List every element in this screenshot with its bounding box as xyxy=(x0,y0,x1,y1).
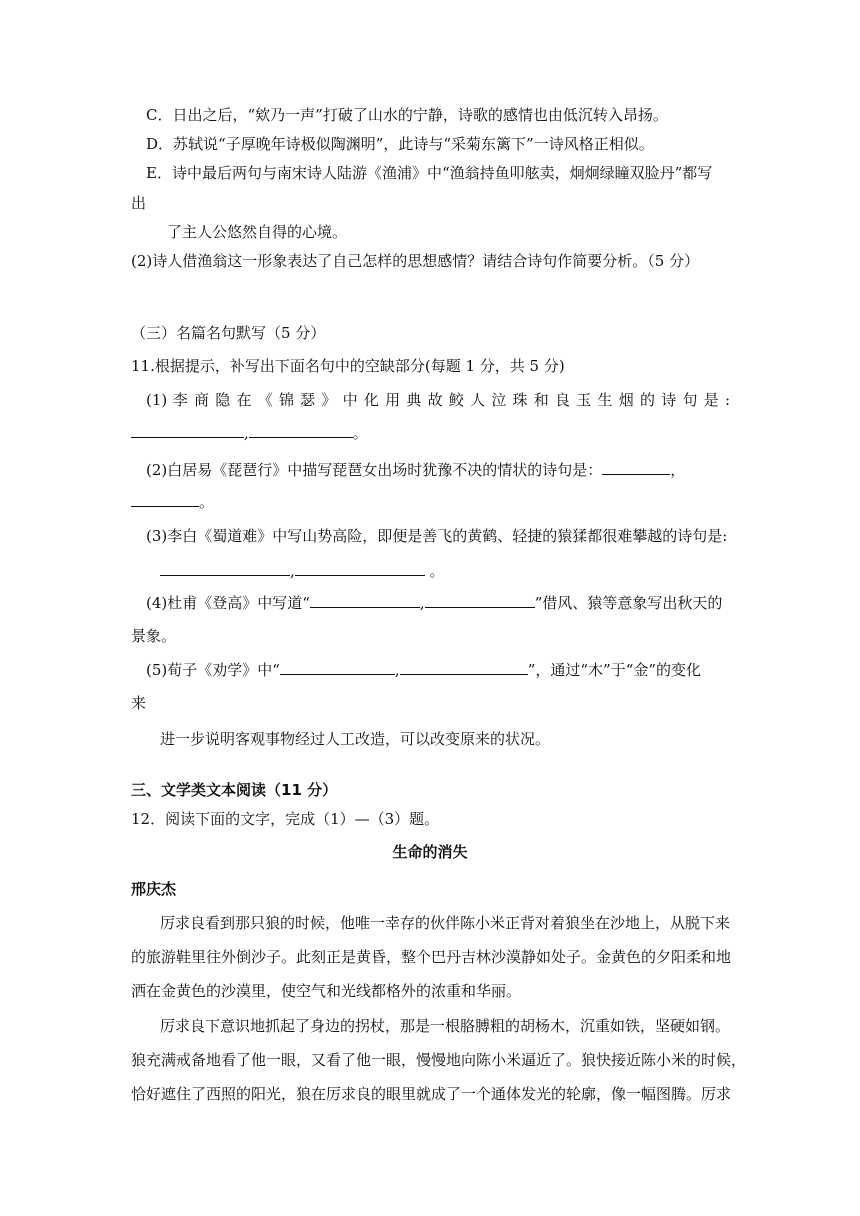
story-p2-line3: 恰好遮住了西照的阳光，狼在厉求良的眼里就成了一个通体发光的轮廓，像一幅图腾。厉求 xyxy=(131,1085,732,1103)
question-11-item-5-line3: 进一步说明客观事物经过人工改造，可以改变原来的状况。 xyxy=(160,730,551,748)
answer-blank[interactable] xyxy=(249,423,353,438)
question-11-item-3-blanks: , 。 xyxy=(160,561,445,581)
question-11-item-3: (3)李白《蜀道难》中写山势高险，即便是善飞的黄鹤、轻捷的猿猱都很难攀越的诗句是: xyxy=(146,527,728,545)
question-11-item-4: (4)杜甫《登高》中写道“ , ”借风、猿等意象写出秋天的 xyxy=(146,594,723,612)
option-e-line2: 出 xyxy=(131,194,147,212)
question-10-2: (2)诗人借渔翁这一形象表达了自己怎样的思想感情？请结合诗句作简要分析。（5 分） xyxy=(131,252,700,270)
answer-blank[interactable] xyxy=(160,561,290,576)
option-c: C．日出之后，“欸乃一声”打破了山水的宁静，诗歌的感情也由低沉转入昂扬。 xyxy=(146,106,668,124)
question-11-item-1: (1) 李 商 隐 在 《 锦 瑟 》 中 化 用 典 故 鲛 人 泣 珠 和 良 玉 生 烟 的 诗 句 是 : xyxy=(146,391,730,409)
answer-blank[interactable] xyxy=(131,423,244,438)
story-author: 邢庆杰 xyxy=(131,880,177,898)
story-p1-line3: 洒在金黄色的沙漠里，使空气和光线都格外的浓重和华丽。 xyxy=(131,982,522,1000)
question-11-item-1-blanks: , 。 xyxy=(131,423,368,443)
question-11-item-2: (2)白居易《琵琶行》中描写琵琶女出场时犹豫不决的情状的诗句是： ， xyxy=(146,461,686,479)
story-p2-line2: 狼充满戒备地看了他一眼，又看了他一眼，慢慢地向陈小米逼近了。狼快接近陈小米的时候， xyxy=(131,1051,747,1069)
story-title: 生命的消失 xyxy=(392,843,468,861)
part-3-heading: 三、文学类文本阅读（11 分） xyxy=(131,781,338,799)
option-e-line3: 了主人公悠然自得的心境。 xyxy=(167,223,348,241)
story-p1-line1: 厉求良看到那只狼的时候，他唯一幸存的伙伴陈小米正背对着狼坐在沙地上，从脱下来 xyxy=(160,914,731,932)
story-p1-line2: 的旅游鞋里往外倒沙子。此刻正是黄昏，整个巴丹吉林沙漠静如处子。金黄色的夕阳柔和地 xyxy=(131,948,732,966)
answer-blank[interactable] xyxy=(280,660,395,675)
story-p2-line1: 厉求良下意识地抓起了身边的拐杖，那是一根胳膊粗的胡杨木，沉重如铁，坚硬如钢。 xyxy=(160,1017,731,1035)
answer-blank[interactable] xyxy=(310,593,420,608)
answer-blank[interactable] xyxy=(400,660,528,675)
answer-blank[interactable] xyxy=(602,460,670,475)
option-d: D．苏轼说“子厚晚年诗极似陶渊明”，此诗与“采菊东篱下”一诗风格正相似。 xyxy=(146,135,654,153)
question-11-item-4-line2: 景象。 xyxy=(131,627,177,645)
question-11-item-5-line2: 来 xyxy=(131,694,147,712)
answer-blank[interactable] xyxy=(425,593,535,608)
question-11-item-2-line2: 。 xyxy=(131,492,214,512)
option-e-line1: E．诗中最后两句与南宋诗人陆游《渔浦》中“渔翁持鱼叩舷卖，炯炯绿瞳双脸丹”都写 xyxy=(146,164,713,182)
section-3-heading: （三）名篇名句默写（5 分） xyxy=(131,324,326,342)
question-11-item-5: (5)荀子《劝学》中“ , ”，通过“木”于“金”的变化 xyxy=(146,661,702,679)
answer-blank[interactable] xyxy=(131,492,199,507)
answer-blank[interactable] xyxy=(295,561,425,576)
question-12-stem: 12．阅读下面的文字，完成（1）—（3）题。 xyxy=(131,810,440,828)
question-11-stem: 11.根据提示，补写出下面名句中的空缺部分(每题 1 分，共 5 分) xyxy=(131,357,565,375)
